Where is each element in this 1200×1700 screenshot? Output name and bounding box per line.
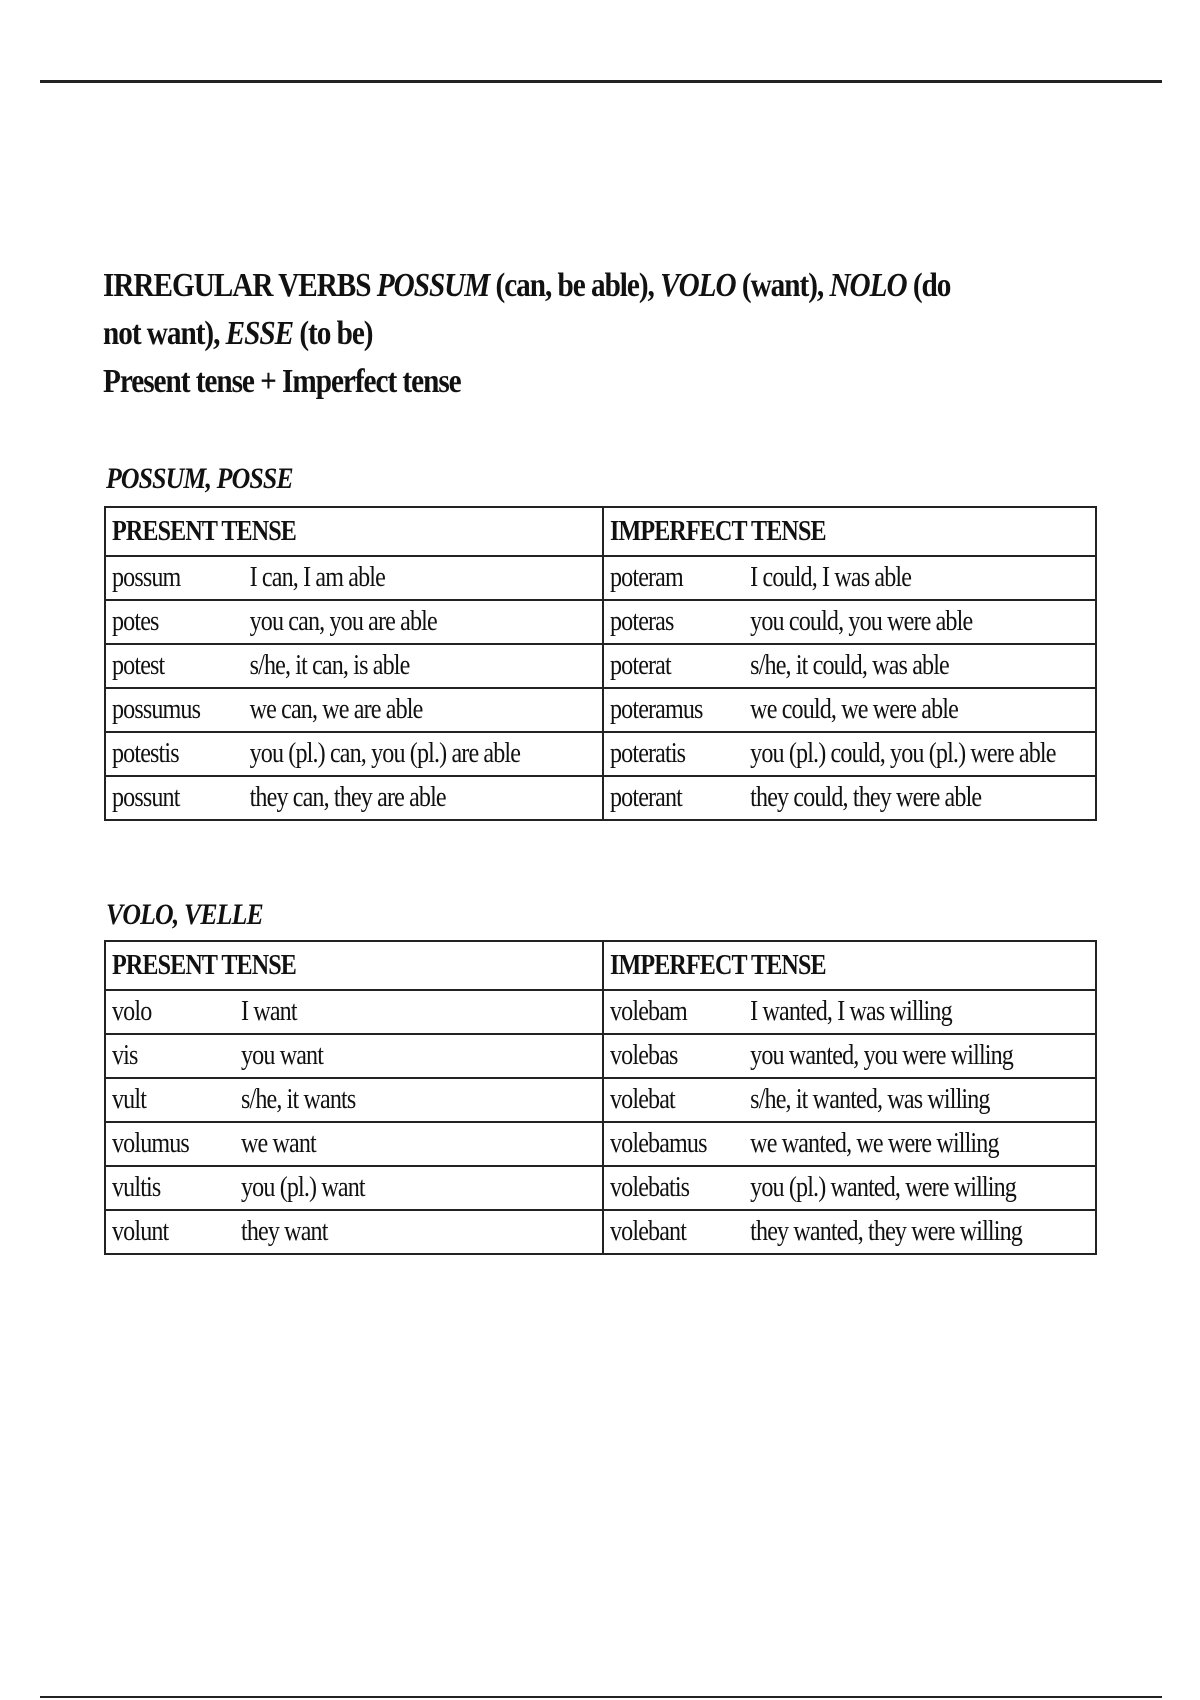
imperfect-cell [603,644,1096,688]
header-label: IMPERFECT TENSE [610,515,826,547]
latin-form: volebatis [610,1172,690,1203]
top-rule [40,80,1162,83]
latin-form: poteram [610,562,683,593]
latin-form: possumus [112,694,201,725]
imperfect-cell [603,688,1096,732]
imperfect-tense-header [603,507,1096,556]
imperfect-tense-header [603,941,1096,990]
heading-verb-possum: POSSUM [376,267,490,304]
english-meaning: s/he, it could, was able [750,650,949,681]
imperfect-cell [603,1210,1096,1254]
english-meaning: you want [241,1040,324,1071]
english-meaning: they can, they are able [249,782,446,813]
english-meaning: I wanted, I was willing [750,996,952,1027]
heading-verb-esse: ESSE [225,315,294,352]
imperfect-cell [603,600,1096,644]
latin-form: volebamus [610,1128,707,1159]
imperfect-cell [603,1078,1096,1122]
english-meaning: I could, I was able [750,562,912,593]
table-row [105,688,1096,732]
table-row [105,1034,1096,1078]
imperfect-cell [603,732,1096,776]
english-meaning: they wanted, they were willing [750,1216,1022,1247]
english-meaning: s/he, it wanted, was willing [750,1084,990,1115]
english-meaning: you could, you were able [750,606,973,637]
table-row [105,732,1096,776]
imperfect-cell [603,1166,1096,1210]
present-tense-header [105,941,603,990]
latin-form: potest [112,650,165,681]
latin-form: vis [112,1040,138,1071]
english-meaning: they could, they were able [750,782,982,813]
latin-form: possum [112,562,181,593]
heading-verb-nolo: NOLO [829,267,907,304]
latin-form: poteras [610,606,674,637]
latin-form: volunt [112,1216,169,1247]
english-meaning: you can, you are able [249,606,437,637]
imperfect-cell [603,1122,1096,1166]
heading-line-1 [103,262,963,358]
present-cell [105,1166,603,1210]
table-row [105,1166,1096,1210]
present-cell [105,776,603,820]
table-row [105,1078,1096,1122]
english-meaning: s/he, it wants [241,1084,356,1115]
table-header-row [105,507,1096,556]
latin-form: volebam [610,996,687,1027]
header-label: PRESENT TENSE [112,515,296,547]
latin-form: vult [112,1084,147,1115]
table-header-row [105,941,1096,990]
english-meaning: you (pl.) wanted, were willing [750,1172,1016,1203]
heading-line-2: Present tense + Imperfect tense [103,363,461,400]
latin-form: volebat [610,1084,675,1115]
imperfect-cell [603,776,1096,820]
present-cell [105,556,603,600]
latin-form: potestis [112,738,179,769]
english-meaning: you (pl.) want [241,1172,365,1203]
english-meaning: we wanted, we were willing [750,1128,999,1159]
english-meaning: they want [241,1216,328,1247]
table-row [105,556,1096,600]
present-cell [105,1122,603,1166]
present-tense-header [105,507,603,556]
english-meaning: I want [241,996,297,1027]
latin-form: poterat [610,650,671,681]
latin-form: potes [112,606,159,637]
table-row [105,644,1096,688]
heading-text: (to be) [293,315,373,352]
latin-form: volebant [610,1216,687,1247]
imperfect-cell [603,1034,1096,1078]
heading-text: (can, be able), [489,267,661,304]
english-meaning: you (pl.) can, you (pl.) are able [249,738,521,769]
section-title-volo: VOLO, VELLE [106,898,263,931]
latin-form: poterant [610,782,683,813]
table-row [105,600,1096,644]
latin-form: volumus [112,1128,189,1159]
present-cell [105,644,603,688]
english-meaning: we could, we were able [750,694,958,725]
imperfect-cell [603,556,1096,600]
table-row [105,776,1096,820]
present-cell [105,1034,603,1078]
table-row [105,990,1096,1034]
table-row [105,1210,1096,1254]
present-cell [105,1210,603,1254]
present-cell [105,990,603,1034]
latin-form: volebas [610,1040,678,1071]
bottom-rule [40,1696,1162,1698]
present-cell [105,600,603,644]
latin-form: poteratis [610,738,686,769]
latin-form: vultis [112,1172,161,1203]
english-meaning: we want [241,1128,316,1159]
heading-text: IRREGULAR VERBS [103,267,377,304]
header-label: IMPERFECT TENSE [610,949,826,981]
present-cell [105,732,603,776]
english-meaning: we can, we are able [249,694,423,725]
heading-text: (do not want), [103,267,951,352]
present-cell [105,688,603,732]
present-cell [105,1078,603,1122]
heading-verb-volo: VOLO [660,267,736,304]
english-meaning: you (pl.) could, you (pl.) were able [750,738,1056,769]
latin-form: possunt [112,782,180,813]
english-meaning: I can, I am able [249,562,385,593]
english-meaning: s/he, it can, is able [249,650,410,681]
header-label: PRESENT TENSE [112,949,296,981]
latin-form: volo [112,996,152,1027]
english-meaning: you wanted, you were willing [750,1040,1013,1071]
conjugation-table-possum [104,506,1097,821]
section-title-possum: POSSUM, POSSE [106,462,293,495]
page-heading [103,262,963,406]
conjugation-table-volo [104,940,1097,1255]
heading-text: (want), [735,267,830,304]
table-row [105,1122,1096,1166]
imperfect-cell [603,990,1096,1034]
latin-form: poteramus [610,694,703,725]
